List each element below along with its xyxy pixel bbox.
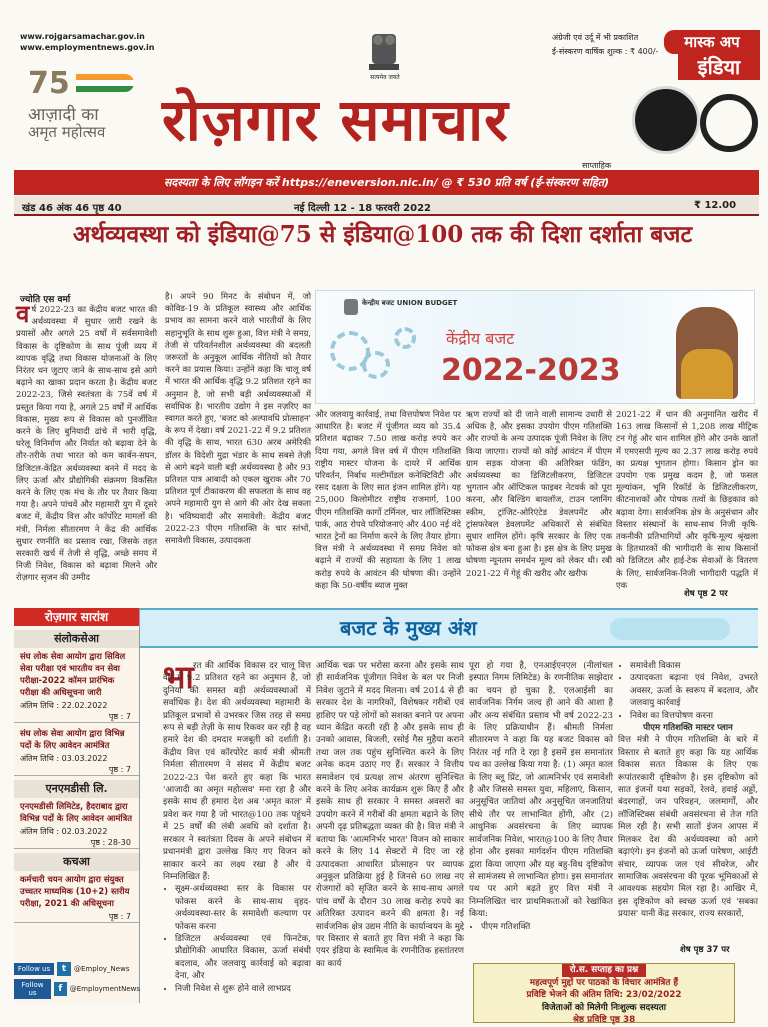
union-budget-label: केन्द्रीय बजट UNION BUDGET <box>362 299 458 307</box>
lead-article-text-4: ऋण राज्यों को दी जाने वाली सामान्य उधारी से अधिक है, और इसका उपयोग पीएम गतिशक्ति और राज्यों के अन्य उत्पादक पूंजी निवेश के लिए किया जाएगा। राज्यों को कोई आवंटन में पीएम ग्राम सड़क योजना की अतिरिक्त फंडिंग, अर्थव्यवस्था का डिजिटलीकरण, डिजिटल भुगतान और ऑप्टिकल फाइबर नेटवर्क को पूरा करना, और बिल्डिंग बायलॉज, टाउन प्लानिंग स्कीम, ट्रांजिट-ओरिएंटेड डेवलपमेंट और ट्रांसफरेबल डेवलपमेंट अधिकारों से संबंधित सुधार शामिल होंगे। कृषि सरकार के लिए एक फोकस क्षेत्र बना हुआ है। इस क्षेत्र के लिए प्रमुख घोषणा न्यूनतम समर्थन मूल्य को लेकर थी। रबी 2021-22 में गेहूं की खरीद और खरीफ <box>466 409 612 578</box>
section-banner <box>140 608 758 648</box>
seventy-five-label: 75 <box>28 66 70 101</box>
promo-line-2: प्रविष्टि भेजने की अंतिम तिथि: 23/02/2022 <box>526 990 682 1000</box>
bullet-item: • निजी निवेश से शुरू होने वाले लाभप्रद <box>175 983 311 995</box>
subscription-fee: ई-संस्करण वार्षिक शुल्क : ₹ 400/- <box>552 47 659 56</box>
language-note: अंग्रेजी एवं उर्दू में भी प्रकाशित <box>552 33 639 42</box>
issue-number: खंड 46 अंक 46 पृष्ठ 40 <box>22 203 122 214</box>
issue-price: ₹ 12.00 <box>694 200 737 211</box>
saransh-date: अंतिम तिथि : 02.03.2022 <box>20 827 108 836</box>
banner-shape <box>610 618 730 640</box>
national-emblem <box>364 30 404 85</box>
subscription-banner[interactable]: सदस्यता के लिए लॉगइन करें https://eneversion.nic.in/ @ ₹ 530 प्रति वर्ष (ई-संस्करण सहित) <box>14 170 759 195</box>
lead-article-column-5 <box>616 408 758 590</box>
lead-article-text-3: और जलवायु कार्रवाई, तथा वित्तपोषण निवेश पर आधारित है। बजट में पूंजीगत व्यय को 35.4 प्रतिशत बढ़ाकर 7.50 लाख करोड़ रुपये कर दिया गया, अगले वित्त वर्ष में पीएम गतिशक्ति राष्ट्रीय मास्टर योजना के दायरे में आर्थिक परिवर्तन, निर्बाध मल्टीमॉडल कनेक्टिविटी और रसद दक्षता के लिए सात इंजन शामिल होंगे। यह 25,000 किलोमीटर राष्ट्रीय राजमार्ग, 100 पीएम गतिशक्ति कार्गो टर्मिनल, चार लॉजिस्टिक्स पार्क, आठ रोपवे परियोजनाएं और 400 नई वंदे भारत ट्रेनों का निर्माण करने के लिए तैयार होगा। वित्त मंत्री ने अर्थव्यवस्था में समग्र निवेश को बढ़ाने में राज्यों की सहायता के लिए 1 लाख करोड़ रुपये के आवंटन की घोषणा की। उन्होंने कहा कि 50-वर्षीय ब्याज मुक्त <box>315 409 461 590</box>
drop-cap-bh: भा <box>163 658 194 696</box>
highlights-text-2: आर्थिक चक्र पर भरोसा करना और इसके साथ ही सार्वजनिक पूंजीगत निवेश के बल पर निजी निवेश जुटाने में मदद मिलना। वर्ष 2014 से ही सरकार देश के नागरिकों, विशेषकर गरीबों एवं हाशिए पर पड़े लोगों को सशक्त बनाने पर अपना ध्यान केंद्रित करती रही है और इसके साथ ही उनको आवास, बिजली, रसोई गैस मुहैया कराने तथा जल तक पहुंच सुनिश्चित करने के लिए अनेक कदम उठाए गए हैं। सरकार ने वित्तीय समावेशन एवं प्रत्यक्ष लाभ अंतरण सुनिश्चित करने के लिए अनेक कार्यक्रम शुरू किए हैं और इसके साथ ही सरकार ने समस्त अवसरों का उपयोग करने में गरीबों की क्षमता बढ़ाने के लिए अपनी दृढ़ प्रतिबद्धता व्यक्त की है। वित्त मंत्री ने बताया कि 'आत्मनिर्भर भारत' विजन को साकार करने के लिए 14 सेक्टरों में दिए जा रहे उत्पादकता आधारित प्रोत्साहन पर व्यापक अनुकूल प्रतिक्रिया हुई है जिनसे 60 लाख नए रोजगारों को सृजित करने के साथ-साथ अगले पांच वर्षों के दौरान 30 लाख करोड़ रुपये का अतिरिक्त उत्पादन करने की क्षमता है। नई सार्वजनिक क्षेत्र उद्यम नीति के कार्यान्वयन के मुद्दे पर विस्तार से बताते हुए वित्त मंत्री ने कहा कि एयर इंडिया के स्वामित्व के रणनीतिक हस्तांतरण का कार्य <box>316 661 464 969</box>
highlights-bullets-3 <box>469 921 613 933</box>
mask-up-india-logo <box>640 30 760 160</box>
saransh-page: पृष्ठ : 7 <box>14 711 139 723</box>
magnifier-icon <box>700 94 758 152</box>
lead-article-column-3 <box>315 408 461 604</box>
promo-line-4: श्रेष्ठ प्रविष्टि पृष्ठ 38 <box>572 1015 636 1025</box>
issue-meta-bar <box>14 196 759 216</box>
follow-label: Follow us <box>14 963 54 975</box>
india-label: इंडिया <box>678 54 760 80</box>
lead-article-column-2 <box>165 290 311 602</box>
follow-label: Follow us <box>14 979 51 999</box>
section-title: बजट के मुख्य अंश <box>340 616 477 640</box>
lead-article-text-5: 2021-22 में धान की अनुमानित खरीद में 163 लाख किसानों से 1,208 लाख मीट्रिक टन गेहूं और धान शामिल होंगे और उनके खातों में एमएसपी मूल्य का 2.37 लाख करोड़ रुपये का प्रत्यक्ष भुगतान होगा। किसान ड्रोन का उपयोग एक प्रमुख कदम है, जो फसल मूल्यांकन, भूमि रिकॉर्ड के डिजिटलीकरण, कीटनाशकों और पोषक तत्वों के छिड़काव को बढ़ावा देगा। सार्वजनिक क्षेत्र के अनुसंधान और विस्तार संस्थानों के साथ-साथ निजी कृषि-तकनीकी प्रतिभागियों और कृषि-मूल्य श्रृंखला के हितधारकों की भागीदारी के साथ किसानों को डिजिटल और हाई-टेक सेवाओं के वितरण के लिए, सार्वजनिक-निजी भागीदारी पद्धति में एक <box>616 409 758 590</box>
saransh-title: रोज़गार सारांश <box>14 608 139 626</box>
highlights-bullets-4 <box>618 660 758 722</box>
saransh-item[interactable]: एनएमडीसी लिमिटेड, हैदराबाद द्वारा विभिन्न पदों के लिए आवेदन आमंत्रित <box>20 801 132 823</box>
facebook-row[interactable] <box>14 980 140 998</box>
saransh-page: पृष्ठ : 28-30 <box>14 837 139 849</box>
bullet-item: • पीएम गतिशक्ति <box>481 921 613 933</box>
budget-year: 2022-2023 <box>441 353 621 388</box>
azadi-text: आज़ादी का <box>28 105 99 125</box>
saransh-org-nmdc: एनएमडीसी लि. <box>14 780 139 798</box>
amrit-text: अमृत महोत्सव <box>28 123 106 141</box>
promo-line-3: विजेताओं को मिलेगी निःशुल्क सदस्यता <box>541 1002 667 1013</box>
highlights-text-4: वित्त मंत्री ने पीएम गतिशक्ति के बारे में विस्तार से बताते हुए कहा कि यह आर्थिक विकास सतत विकास के लिए एक रूपांतरकारी दृष्टिकोण है। इस दृष्टिकोण को सात इंजनों यथा सड़कों, रेलवे, हवाई अड्डों, बंदरगाहों, जन परिवहन, जलमार्गों, और लॉजिस्टिक्स संबंधी अवसंरचना से तेज गति मिल रही है। सभी सातों इंजन आपस में मिलकर देश की अर्थव्यवस्था को आगे बढ़ाएंगे। इन इंजनों को ऊर्जा पारेषण, आईटी संचार, व्यापक जल एवं सीवरेज, और सामाजिक अवसंरचना की पूरक भूमिकाओं से आवश्यक सहयोग मिल रहा है। आखिर में, इस दृष्टिकोण को स्वच्छ ऊर्जा एवं 'सबका प्रयास' यानी केंद्र सरकार, राज्य सरकारों, <box>618 735 758 920</box>
social-links <box>14 960 140 1000</box>
facebook-icon: f <box>54 982 67 996</box>
highlights-text-1: रत की आर्थिक विकास दर चालू वित्त वर्ष में 9.2 प्रतिशत रहने का अनुमान है, जो दुनिया की समस्त बड़ी अर्थव्यवस्थाओं में सर्वाधिक है। देश की अर्थव्यवस्था महामारी के प्रतिकूल प्रभावों से उभरकर जिस तरह से समग्र रूप से बड़ी तेज़ी के साथ रिकवर कर रही है वह हमारे देश की दमदार मजबूती को दर्शाती है। केंद्रीय वित्त एवं कॉरपोरेट कार्य मंत्री श्रीमती निर्मला सीतारमण ने संसद में केंद्रीय बजट 2022-23 पेश करते हुए कहा कि भारत 'आजादी का अमृत महोत्सव' मना रहा है और इसके साथ ही हमारा देश अब 'अमृत काल' में प्रवेश कर गया है जो भारत@100 तक पहुंचने में 25 वर्षों की लंबी अवधि को दर्शाता है। सरकार ने स्वतंत्रता दिवस के अपने संबोधन में प्रधानमंत्री द्वारा उल्लेख किए गए विजन को साकार करने का लक्ष्य रखा है और ये निम्नलिखित हैं: <box>163 661 311 882</box>
masthead-title: रोज़गार समाचार <box>162 86 509 154</box>
issue-date: नई दिल्ली 12 - 18 फरवरी 2022 <box>294 203 431 214</box>
saransh-item[interactable]: संघ लोक सेवा आयोग द्वारा सिविल सेवा परीक्षा एवं भारतीय वन सेवा परीक्षा-2022 कॉमन प्रारंभिक परीक्षा की अधिसूचना जारी <box>20 651 126 697</box>
facebook-handle[interactable]: @EmploymentNews <box>69 985 140 993</box>
lead-article-text-2: है। अपने 90 मिनट के संबोधन में, जो कोविड-19 के प्रतिकूल स्वास्थ्य और आर्थिक प्रभाव का सामना करने वाले भारतीयों के लिए सहानुभूति के साथ शुरू हुआ, वित्त मंत्री ने समग्र, तेजी से परिवर्तनशील अर्थव्यवस्था की बदलती जरूरतों के अनुकूल आर्थिक नीतियों को तैयार करने का प्रयास किया। उन्होंने कहा कि चालू वर्ष में भारत की आर्थिक वृद्धि 9.2 प्रतिशत रहने का अनुमान है, जो सभी बड़ी अर्थव्यवस्थाओं में सर्वाधिक है। भारतीय उद्योग ने इस नज़रिए का स्वागत करते हुए, 'बजट को अल्पावधि प्रोत्साहन' के रूप में देखा। वर्ष 2021-22 में 9.2 प्रतिशत की वृद्धि के साथ, भारत 630 अरब अमेरिकी डॉलर के विदेशी मुद्रा भंडार के साथ सबसे तेज़ी से आगे बढ़ने वाली बड़ी अर्थव्यवस्था है और 93 प्रतिशत पात्र आबादी को एकल खुराक और 70 प्रतिशत पूर्ण टीकाकरण की सफलता के साथ वह अपने महामारी युग से आगे की ओर देख सकता है। भविष्यवादी और समावेशी: केंद्रीय बजट 2022-23 पीएम गतिशक्ति के चार स्तंभों, समावेशी विकास, उत्पादकता <box>165 291 311 546</box>
twitter-row[interactable] <box>14 960 140 978</box>
lead-article-column-4 <box>466 408 612 604</box>
website-link-1[interactable]: www.rojgarsamachar.gov.in <box>20 32 145 41</box>
lead-article-text-1: र्ष 2022-23 का केंद्रीय बजट भारत की अर्थव्यवस्था में सुधार जारी रखने के प्रयासों और अगले 25 वर्षों में सर्वसमावेशी विकास के दृष्टिकोण के साथ पूंजी व्यय में व्यापक वृद्धि तथा विकास योजनाओं के लिए निरंतर धन जुटाए जाने के साथ-साथ इसे आगे बढ़ाने का खाका प्रदान करता है। केंद्रीय बजट 2022-23, जिसे स्वतंत्रता के 75वें वर्ष में प्रस्तुत किया गया है, अगले 25 वर्षों में आर्थिक विकास, मुख्य रूप से विकास को पुनर्जीवित करने के लिए बुनियादी ढांचे में भारी वृद्धि, घरेलू विनिर्माण और निर्यात को बढ़ावा देने के तौर-तरीके तथा भारत को कम कार्बन-सघन, डिजिटल-केंद्रित अर्थव्यवस्था बनने में मदद के लिए ऊर्जा और प्रौद्योगिकी संक्रमण विकसित करने के लिए एक मंच के तौर पर तैयार किया गया है। अपने पांचवें और महामारी युग में दूसरे बजट में, केंद्रीय वित्त और कॉर्पोरेट मामलों की मंत्री, निर्मला सीतारमण ने केंद्र की आर्थिक सुधार रणनीति का प्रस्ताव रखा, जिसके तहत सरकारी खर्च में तेजी से वृद्धि, अच्छे समय में निजी निवेश, विकास को बढ़ावा मिलने और रोज़गार सृजन की उम्मीद <box>16 304 157 583</box>
bullet-item: • निवेश का वित्तपोषण करना <box>630 710 758 722</box>
saree-shape <box>681 349 733 399</box>
bullet-item: • उत्पादकता बढ़ाना एवं निवेश, उभरते अवसर, ऊर्जा के स्वरूप में बदलाव, और जलवायु कार्रवाई <box>630 672 758 709</box>
saransh-page: पृष्ठ : 7 <box>14 911 139 923</box>
highlights-column-1 <box>163 660 311 994</box>
saransh-org-upsc: संलोकसेआ <box>14 630 139 648</box>
gear-icon <box>394 327 416 349</box>
saransh-date: अंतिम तिथि : 03.03.2022 <box>20 754 108 763</box>
continued-page-37: शेष पृष्ठ 37 पर <box>680 945 730 955</box>
highlights-column-4 <box>618 660 758 940</box>
continued-page-2: शेष पृष्ठ 2 पर <box>684 589 728 599</box>
drop-cap: व <box>16 299 30 328</box>
weekly-label: साप्ताहिक <box>582 161 612 170</box>
saransh-page: पृष्ठ : 7 <box>14 764 139 776</box>
tricolor-flag-icon <box>76 74 134 92</box>
weekly-question-box[interactable] <box>473 963 735 1023</box>
saransh-date: अंतिम तिथि : 22.02.2022 <box>20 701 108 710</box>
budget-title: केंद्रीय बजट <box>446 329 515 348</box>
saransh-item[interactable]: संघ लोक सेवा आयोग द्वारा विभिन्न पदों के लिए आवेदन आमंत्रित <box>20 728 125 750</box>
emblem-small-icon <box>344 299 358 315</box>
saransh-org-ssc: कचआ <box>14 853 139 871</box>
mask-up-label: मास्क अप <box>664 30 760 54</box>
bullet-item: • समावेशी विकास <box>630 660 758 672</box>
gear-icon <box>362 351 390 379</box>
website-link-2[interactable]: www.employmentnews.gov.in <box>20 43 155 52</box>
weekly-question-title: रो.स. सप्ताह का प्रश्न <box>562 964 647 977</box>
promo-line-1: महत्वपूर्ण मुद्दों पर पाठकों के विचार आमंत्रित हैं <box>529 977 679 988</box>
highlights-column-2 <box>316 660 464 1020</box>
highlights-text-3: पूरा हो गया है, एनआईएनएल (नीलांचल इस्पात निगम लिमिटेड) के रणनीतिक साझेदार का चयन हो चुका है, एलआईसी का सार्वजनिक निर्गम जल्द ही आने की आशा है और अन्य संबंधित प्रस्ताव भी वर्ष 2022-23 के लिए प्रक्रियाधीन हैं। श्रीमती निर्मला सीतारमण ने कहा कि यह बजट विकास को निरंतर नई गति दे रहा है इसमें इस समानांतर पथ का उल्लेख किया गया है: (1) अमृत काल के लिए ब्लू प्रिंट, जो आत्मनिर्भर एवं समावेशी है और जिससे समस्त युवा, महिलाएं, किसान, अनुसूचित जातियां और अनुसूचित जनजातियां सीधे तौर पर लाभान्वित होंगी, और (2) आधुनिक अवसंरचना के लिए व्यापक सार्वजनिक निवेश, भारत@100 के लिए तैयार होना और इसका मार्गदर्शन पीएम गतिशक्ति द्वारा किया जाएगा और यह बहु-विध दृष्टिकोण से सामंजस्य से लाभान्वित होगा। इस समानांतर पथ पर आगे बढ़ते हुए वित्त मंत्री ने निम्नलिखित चार प्राथमिकताओं को रेखांकित किया: <box>469 661 613 920</box>
twitter-icon: t <box>57 962 71 976</box>
lead-headline: अर्थव्यवस्था को इंडिया@75 से इंडिया@100 तक की दिशा दर्शाता बजट <box>72 221 693 248</box>
rozgar-saransh-sidebar <box>14 608 140 1003</box>
highlights-bullets-1 <box>163 883 311 995</box>
website-links <box>20 31 155 53</box>
gatishakti-subheading: पीएम गतिशक्ति मास्टर प्लान <box>643 723 733 734</box>
union-budget-banner <box>315 290 755 404</box>
author-byline: ज्योति एस वर्मा <box>20 295 71 305</box>
twitter-handle[interactable]: @Employ_News <box>74 965 130 973</box>
bullet-item: • डिजिटल अर्थव्यवस्था एवं फिनटेक, प्रौद्योगिकी आधारित विकास, ऊर्जा संबंधी बदलाव, और जलवायु कार्रवाई को बढ़ावा देना, और <box>175 933 311 983</box>
bullet-item: • सूक्ष्म-अर्थव्यवस्था स्तर के विकास पर फोकस करने के साथ-साथ वृहद-अर्थव्यवस्था-स्तर के समावेशी कल्याण पर फोकस करना <box>175 883 311 933</box>
azadi-ka-amrit-mahotsav-logo <box>20 66 150 146</box>
highlights-column-3 <box>469 660 613 960</box>
emblem-motto: सत्यमेव जयते <box>370 74 400 81</box>
mask-circle-icon <box>632 86 700 154</box>
saransh-item[interactable]: कर्मचारी चयन आयोग द्वारा संयुक्त उच्चतर माध्यमिक (10+2) स्तरीय परीक्षा, 2021 की अधिसूचना <box>20 874 130 908</box>
